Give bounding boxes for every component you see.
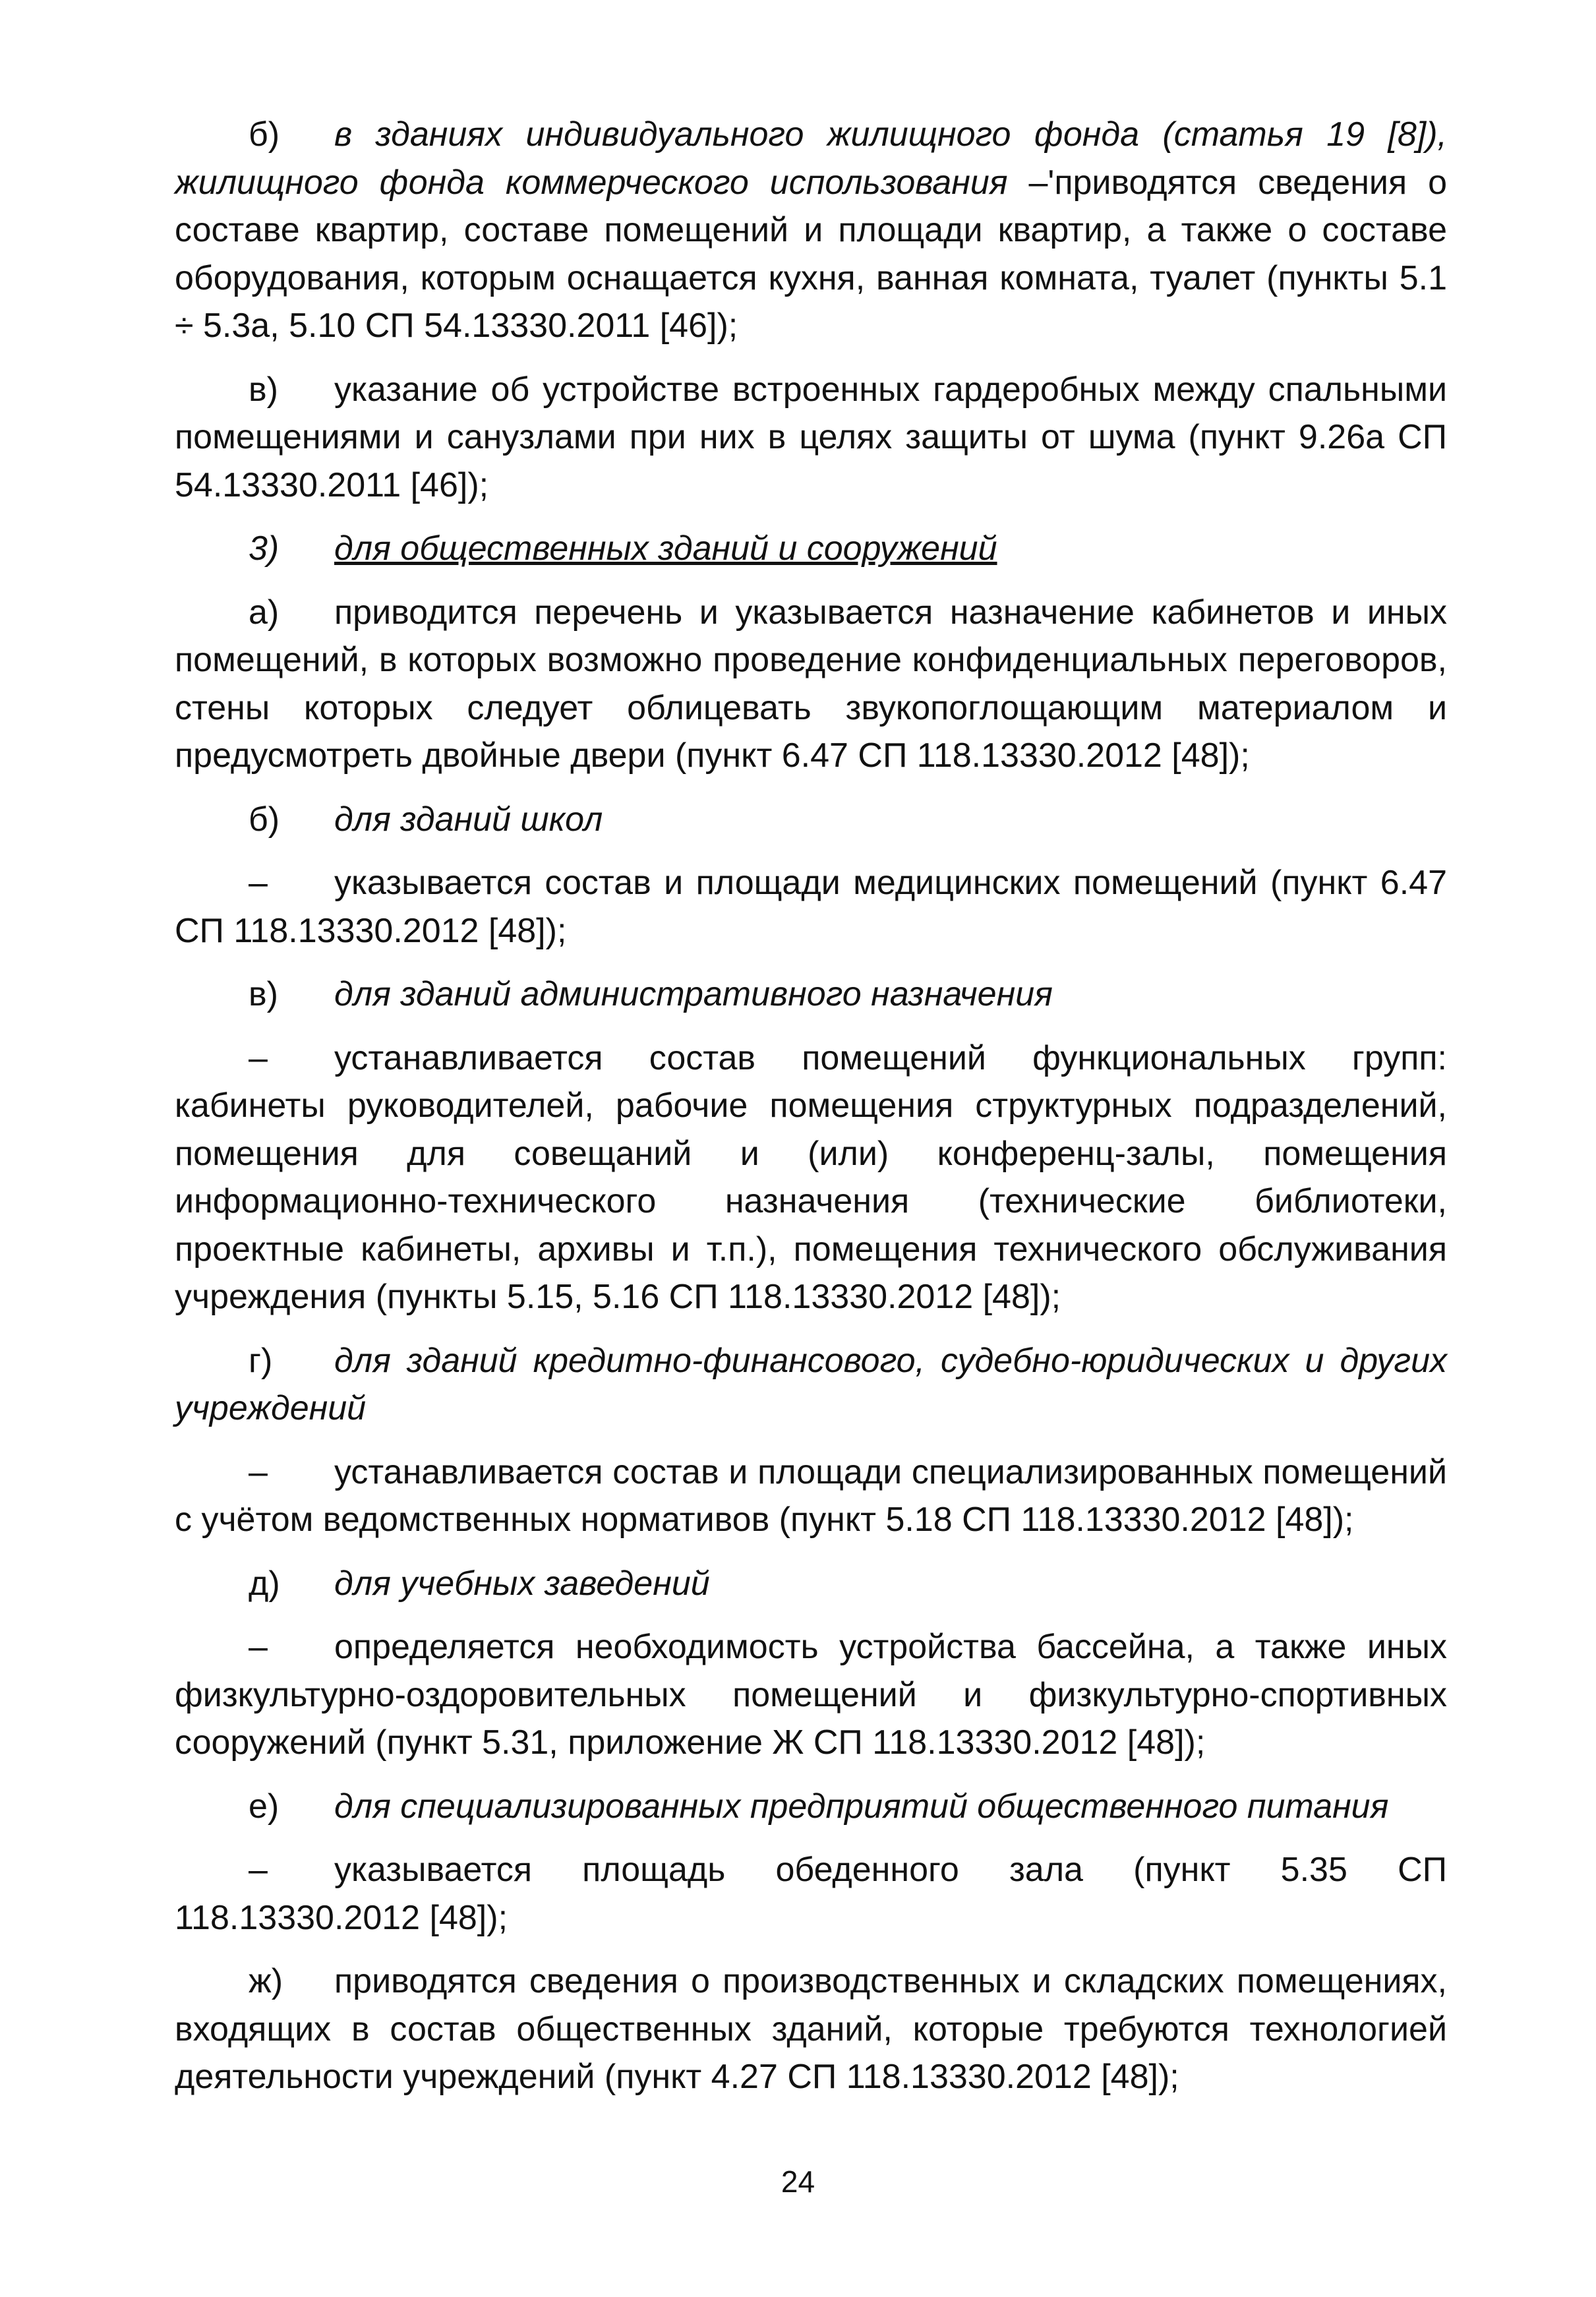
subheading-catering <box>175 1783 1447 1831</box>
italic-phrase: в зданиях индивидуального жилищного фонда (статья 19 [8]), жилищного фонда коммерческого использования <box>175 115 1447 202</box>
list-marker: – <box>249 1038 268 1077</box>
list-marker: в) <box>249 370 278 409</box>
list-marker: д) <box>249 1564 280 1603</box>
paragraph-text: указывается состав и площади медицинских помещений (пункт 6.47 СП 118.13330.2012 [48]); <box>175 864 1447 950</box>
list-marker: 3) <box>249 529 280 568</box>
heading-text: для зданий кредитно-финансового, судебно-юридических и других учреждений <box>175 1341 1447 1427</box>
list-marker: в) <box>249 975 278 1013</box>
paragraph-text: определяется необходимость устройства бассейна, а также иных физкультурно-оздоровительных помещений и физкультурно-спортивных сооружений (пункт 5.31, приложение Ж СП 118.13330.2012 [48]); <box>175 1628 1447 1762</box>
paragraph-text: устанавливается состав помещений функциональных групп: кабинеты руководителей, рабочие помещения структурных подразделений, помещения для совещаний и (или) конференц-залы, помещения информационно-технического назначения (технические библиотеки, проектные кабинеты, архивы и т.п.), помещения технического обслуживания учреждения (пункты 5.15, 5.16 СП 118.13330.2012 [48]); <box>175 1038 1447 1316</box>
paragraph-b-individual-housing <box>175 111 1447 350</box>
heading-text: для общественных зданий и сооружений <box>334 529 997 568</box>
paragraph-dash-specialized-rooms <box>175 1448 1447 1544</box>
subheading-administrative <box>175 970 1447 1019</box>
paragraph-dash-medical <box>175 859 1447 955</box>
paragraph-v-wardrobes <box>175 366 1447 510</box>
list-marker: а) <box>249 593 280 632</box>
list-marker: ж) <box>249 1962 283 2000</box>
list-marker: – <box>249 864 268 902</box>
page-number: 24 <box>781 2164 815 2199</box>
subheading-credit-financial <box>175 1337 1447 1433</box>
paragraph-text: –'приводятся сведения о составе квартир, составе помещений и площади квартир, а также о составе оборудования, которым оснащается кухня, ванная комната, туалет (пункты 5.1 ÷ 5.3а, 5.10 СП 54.13330.2011 [46]); <box>175 163 1447 345</box>
paragraph-text: приводятся сведения о производственных и складских помещениях, входящих в состав общественных зданий, которые требуются технологией деятельности учреждений (пункт 4.27 СП 118.13330.2012 [48]); <box>175 1962 1447 2096</box>
paragraph-dash-functional-groups <box>175 1034 1447 1321</box>
paragraph-dash-pool <box>175 1623 1447 1767</box>
paragraph-text: устанавливается состав и площади специализированных помещений с учётом ведомственных нормативов (пункт 5.18 СП 118.13330.2012 [48]); <box>175 1452 1447 1539</box>
heading-text: для зданий административного назначения <box>334 975 1053 1013</box>
list-marker: е) <box>249 1787 280 1826</box>
paragraph-zh-production-rooms <box>175 1957 1447 2101</box>
document-body <box>175 111 1447 2117</box>
heading-text: для учебных заведений <box>334 1564 710 1603</box>
list-marker: г) <box>249 1341 273 1380</box>
list-marker: б) <box>249 800 280 839</box>
paragraph-dash-dining-hall <box>175 1846 1447 1942</box>
heading-text: для зданий школ <box>334 800 603 839</box>
paragraph-a-offices <box>175 589 1447 780</box>
paragraph-text: указание об устройстве встроенных гардеробных между спальными помещениями и санузлами при них в целях защиты от шума (пункт 9.26а СП 54.13330.2011 [46]); <box>175 370 1447 504</box>
list-marker: – <box>249 1628 268 1666</box>
heading-text: для специализированных предприятий общественного питания <box>334 1787 1389 1826</box>
subheading-schools <box>175 796 1447 844</box>
paragraph-text: указывается площадь обеденного зала (пункт 5.35 СП 118.13330.2012 [48]); <box>175 1851 1447 1937</box>
list-marker: – <box>249 1851 268 1889</box>
section-heading-public-buildings <box>175 525 1447 573</box>
list-marker: – <box>249 1452 268 1491</box>
subheading-educational <box>175 1560 1447 1608</box>
paragraph-text: приводится перечень и указывается назначение кабинетов и иных помещений, в которых возможно проведение конфиденциальных переговоров, стены которых следует облицевать звукопоглощающим материалом и предусмотреть двойные двери (пункт 6.47 СП 118.13330.2012 [48]); <box>175 593 1447 775</box>
list-marker: б) <box>249 115 280 154</box>
